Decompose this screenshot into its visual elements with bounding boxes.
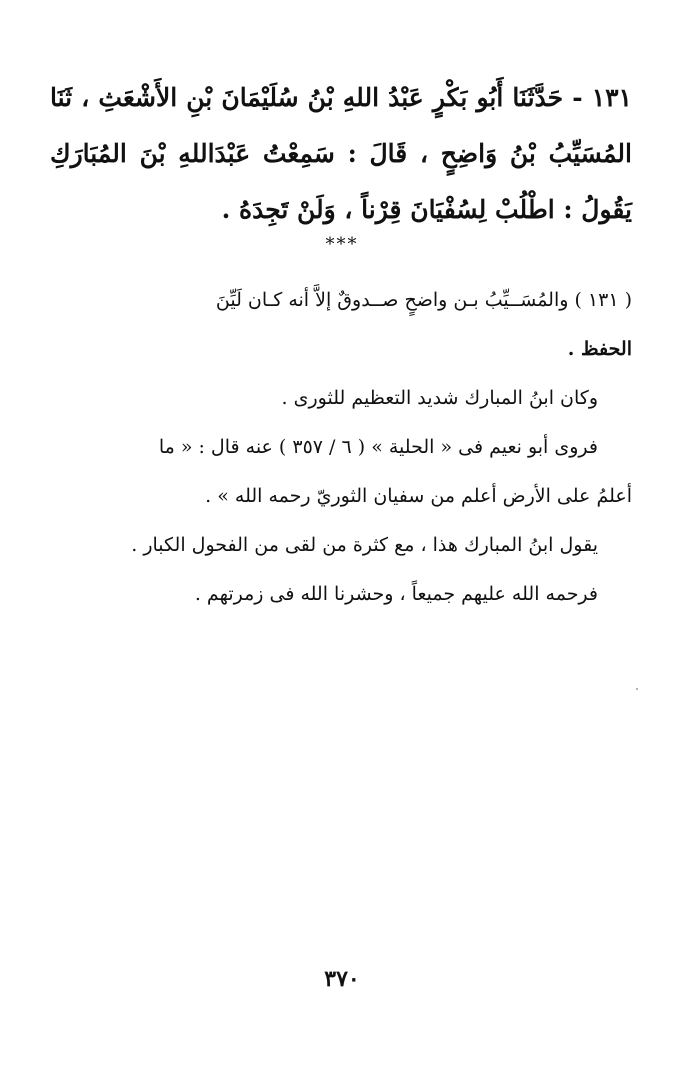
section-divider: ***	[325, 234, 359, 255]
commentary	[50, 276, 632, 619]
commentary-paragraph-3-line-2: أعلمُ على الأرض أعلم من سفيان الثوريّ رحمه الله » .	[205, 485, 632, 507]
scan-speck	[636, 688, 638, 690]
commentary-line-1: ( ١٣١ ) والمُسَــيِّبُ بـن واضحٍ صــدوقٌ إلاَّ أنه كـان لَيِّنَ	[215, 289, 632, 311]
commentary-paragraph-4: يقول ابنُ المبارك هذا ، مع كثرة من لقى من الفحول الكبار .	[131, 534, 598, 556]
hadith-text: ١٣١ - حَدَّثَنَا أَبُو بَكْرٍ عَبْدُ اللهِ بْنُ سُلَيْمَانَ بْنِ الأَشْعَثِ ، ثَنَا المُسَيِّبُ بْنُ وَاضِحٍ ، قَالَ : سَمِعْتُ عَبْدَاللهِ بْنَ المُبَارَكِ يَقُولُ : اطْلُبْ لِسُفْيَانَ قِرْناً ، وَلَنْ تَجِدَهُ .	[50, 83, 632, 224]
commentary-line-2: الحفظ .	[567, 338, 632, 360]
commentary-paragraph-3-line-1: فروى أبو نعيم فى « الحلية » ( ٦ / ٣٥٧ ) عنه قال : « ما	[158, 436, 598, 458]
page-number: ٣٧٠	[324, 966, 360, 992]
commentary-paragraph-2: وكان ابنُ المبارك شديد التعظيم للثورى .	[281, 387, 598, 409]
commentary-paragraph-5: فرحمه الله عليهم جميعاً ، وحشرنا الله فى زمرتهم .	[194, 583, 598, 605]
